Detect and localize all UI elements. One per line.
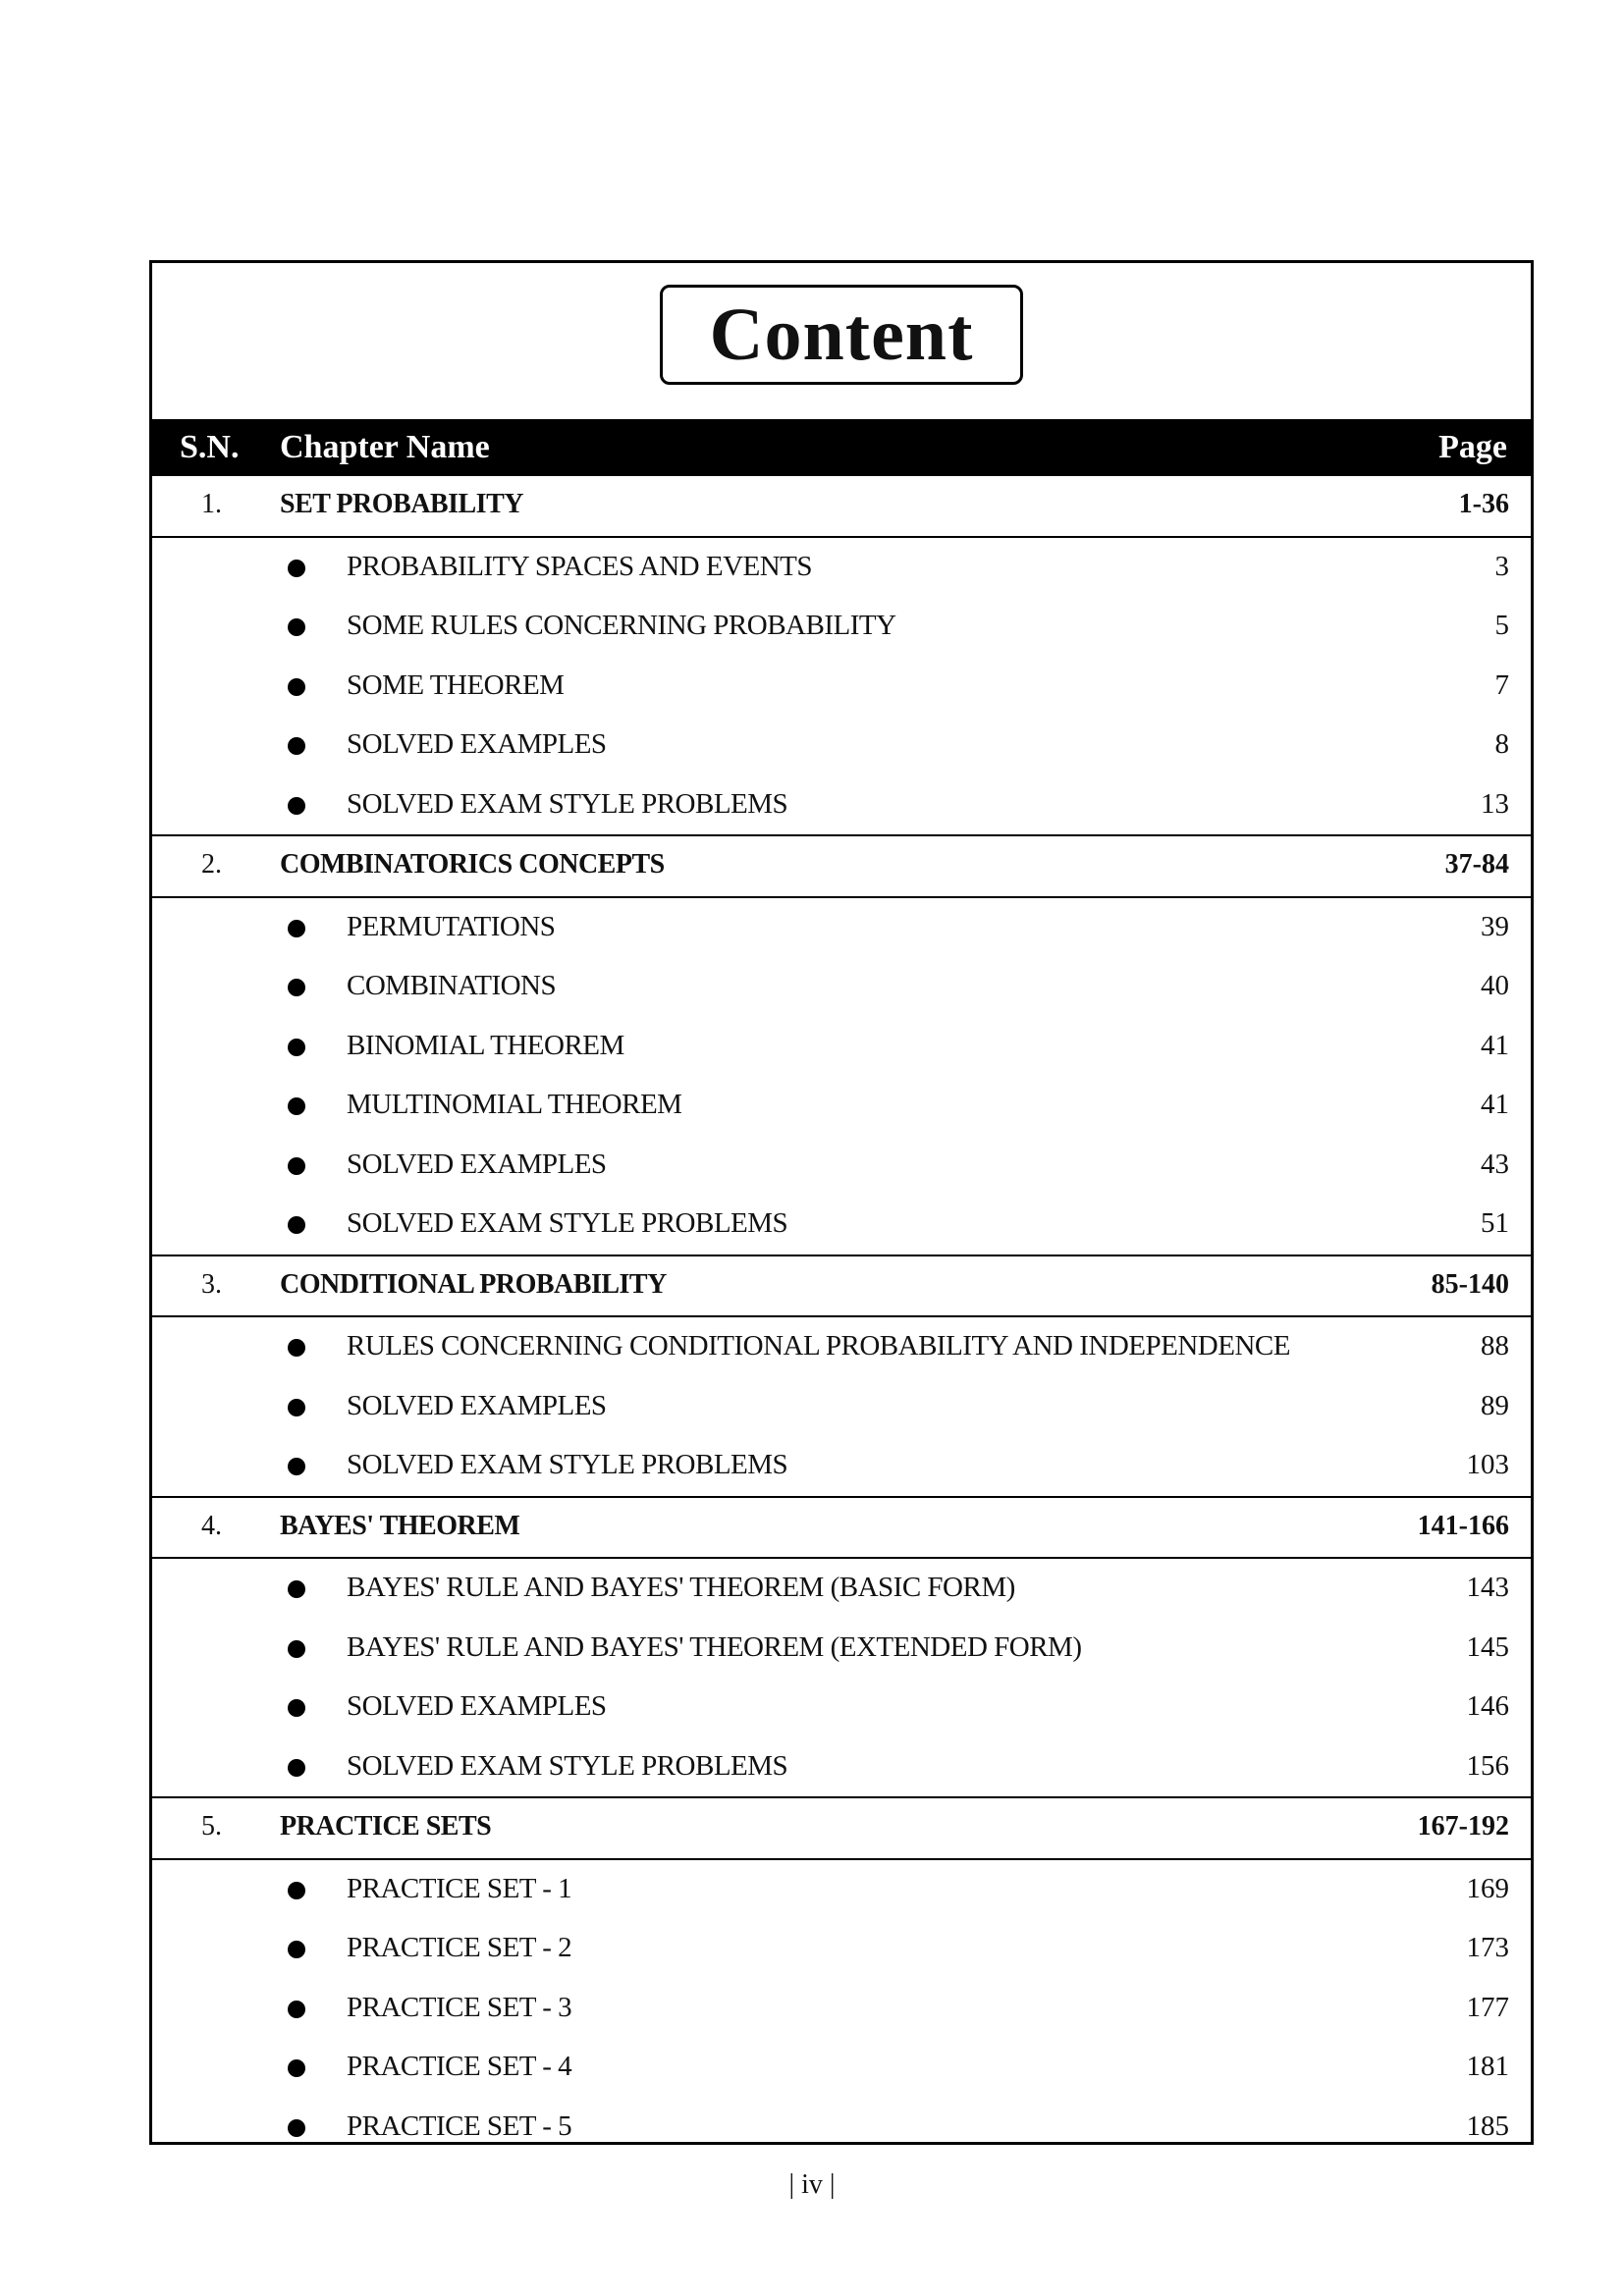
- topic-page: 181: [1466, 2051, 1509, 2082]
- topic-name: SOLVED EXAMPLES: [347, 1389, 607, 1421]
- chapter-pages: 141-166: [1417, 1510, 1509, 1541]
- topic-name: SOLVED EXAM STYLE PROBLEMS: [347, 1207, 788, 1239]
- topic-name: PRACTICE SET - 3: [347, 1991, 572, 2023]
- topic-name: SOLVED EXAM STYLE PROBLEMS: [347, 1749, 788, 1782]
- topic-page: 40: [1481, 970, 1509, 1001]
- topic-page: 39: [1481, 910, 1509, 942]
- topic-name: BAYES' RULE AND BAYES' THEOREM (BASIC FORM): [347, 1572, 1015, 1603]
- topic-page: 143: [1466, 1572, 1509, 1603]
- bullet-icon: [288, 737, 305, 755]
- bullet-icon: [288, 1216, 305, 1234]
- chapter-row[interactable]: [152, 834, 1531, 898]
- bullet-icon: [288, 1640, 305, 1658]
- table-body: [152, 476, 1531, 2157]
- topic-row[interactable]: [152, 1737, 1531, 1797]
- chapter-name: PRACTICE SETS: [280, 1811, 492, 1842]
- chapter-name: COMBINATORICS CONCEPTS: [280, 849, 665, 880]
- topic-row[interactable]: [152, 716, 1531, 775]
- bullet-icon: [288, 1458, 305, 1475]
- bullet-icon: [288, 618, 305, 636]
- topic-name: PROBABILITY SPACES AND EVENTS: [347, 550, 813, 582]
- topic-page: 13: [1481, 787, 1509, 820]
- bullet-icon: [288, 1699, 305, 1717]
- topic-name: SOME THEOREM: [347, 668, 565, 701]
- topic-row[interactable]: [152, 1377, 1531, 1437]
- topic-page: 177: [1466, 1991, 1509, 2023]
- topic-name: RULES CONCERNING CONDITIONAL PROBABILITY AND INDEPENDENCE: [347, 1330, 1290, 1362]
- bullet-icon: [288, 2059, 305, 2077]
- topic-row[interactable]: [152, 657, 1531, 717]
- chapter-name: BAYES' THEOREM: [280, 1510, 520, 1541]
- topic-row[interactable]: [152, 2038, 1531, 2098]
- chapter-name: CONDITIONAL PROBABILITY: [280, 1268, 667, 1300]
- topic-row[interactable]: [152, 1678, 1531, 1737]
- bullet-icon: [288, 2001, 305, 2018]
- bullet-icon: [288, 1097, 305, 1115]
- page-number: | iv |: [788, 2169, 836, 2200]
- topic-name: PRACTICE SET - 4: [347, 2051, 572, 2082]
- title-wrap: [152, 285, 1531, 385]
- topic-name: SOLVED EXAM STYLE PROBLEMS: [347, 1449, 788, 1480]
- topic-row[interactable]: [152, 1979, 1531, 2039]
- bullet-icon: [288, 920, 305, 937]
- topic-page: 43: [1481, 1148, 1509, 1180]
- topic-page: 88: [1481, 1330, 1509, 1362]
- bullet-icon: [288, 1339, 305, 1357]
- topic-name: SOLVED EXAM STYLE PROBLEMS: [347, 787, 788, 820]
- header-page: Page: [1438, 429, 1507, 465]
- bullet-icon: [288, 979, 305, 996]
- topic-name: BAYES' RULE AND BAYES' THEOREM (EXTENDED FORM): [347, 1630, 1082, 1663]
- chapter-name: SET PROBABILITY: [280, 489, 523, 519]
- chapter-number: 1.: [201, 489, 222, 519]
- bullet-icon: [288, 1039, 305, 1056]
- chapter-number: 3.: [201, 1268, 222, 1300]
- topic-name: COMBINATIONS: [347, 970, 557, 1001]
- topic-page: 156: [1466, 1749, 1509, 1782]
- bullet-icon: [288, 1157, 305, 1175]
- bullet-icon: [288, 2119, 305, 2137]
- topic-row[interactable]: [152, 957, 1531, 1017]
- topic-row[interactable]: [152, 1017, 1531, 1077]
- topic-name: BINOMIAL THEOREM: [347, 1029, 624, 1061]
- topic-name: PRACTICE SET - 2: [347, 1932, 572, 1963]
- topic-row[interactable]: [152, 1559, 1531, 1619]
- topic-name: SOME RULES CONCERNING PROBABILITY: [347, 610, 896, 641]
- header-sn: S.N.: [180, 429, 240, 465]
- topic-row[interactable]: [152, 2098, 1531, 2158]
- topic-row[interactable]: [152, 1076, 1531, 1136]
- topic-row[interactable]: [152, 597, 1531, 657]
- topic-row[interactable]: [152, 898, 1531, 958]
- chapter-row[interactable]: [152, 1796, 1531, 1860]
- topic-page: 146: [1466, 1690, 1509, 1722]
- chapter-pages: 37-84: [1444, 849, 1509, 880]
- topic-page: 7: [1494, 668, 1509, 701]
- topic-page: 3: [1494, 550, 1509, 582]
- topic-page: 169: [1466, 1872, 1509, 1904]
- bullet-icon: [288, 560, 305, 577]
- topic-name: PRACTICE SET - 5: [347, 2109, 572, 2142]
- bullet-icon: [288, 797, 305, 815]
- chapter-pages: 1-36: [1458, 489, 1509, 519]
- topic-name: SOLVED EXAMPLES: [347, 1690, 607, 1722]
- topic-row[interactable]: [152, 1317, 1531, 1377]
- bullet-icon: [288, 1580, 305, 1598]
- topic-page: 41: [1481, 1029, 1509, 1061]
- topic-page: 185: [1466, 2109, 1509, 2142]
- topic-row[interactable]: [152, 775, 1531, 835]
- topic-name: SOLVED EXAMPLES: [347, 1148, 607, 1180]
- chapter-row[interactable]: [152, 1496, 1531, 1560]
- topic-page: 103: [1466, 1449, 1509, 1480]
- topic-page: 173: [1466, 1932, 1509, 1963]
- topic-page: 51: [1481, 1207, 1509, 1239]
- topic-row[interactable]: [152, 1436, 1531, 1496]
- chapter-row[interactable]: [152, 476, 1531, 538]
- topic-page: 145: [1466, 1630, 1509, 1663]
- chapter-row[interactable]: [152, 1255, 1531, 1318]
- topic-page: 8: [1494, 728, 1509, 760]
- topic-row[interactable]: [152, 1860, 1531, 1920]
- topic-page: 5: [1494, 610, 1509, 641]
- topic-row[interactable]: [152, 1195, 1531, 1255]
- content-table-frame: [149, 260, 1534, 2145]
- bullet-icon: [288, 1941, 305, 1958]
- bullet-icon: [288, 678, 305, 696]
- topic-row[interactable]: [152, 1136, 1531, 1196]
- bullet-icon: [288, 1882, 305, 1899]
- topic-name: PERMUTATIONS: [347, 910, 556, 942]
- bullet-icon: [288, 1759, 305, 1777]
- chapter-number: 4.: [201, 1510, 222, 1541]
- topic-name: MULTINOMIAL THEOREM: [347, 1089, 682, 1120]
- page-title: Content: [660, 285, 1024, 385]
- topic-page: 89: [1481, 1389, 1509, 1421]
- topic-name: SOLVED EXAMPLES: [347, 728, 607, 760]
- chapter-number: 5.: [201, 1811, 222, 1842]
- topic-page: 41: [1481, 1089, 1509, 1120]
- bullet-icon: [288, 1399, 305, 1416]
- topic-row[interactable]: [152, 1619, 1531, 1679]
- chapter-pages: 167-192: [1417, 1811, 1509, 1842]
- chapter-number: 2.: [201, 849, 222, 880]
- header-chapter-name: Chapter Name: [280, 429, 490, 465]
- table-header: [152, 419, 1531, 476]
- chapter-pages: 85-140: [1431, 1268, 1509, 1300]
- topic-row[interactable]: [152, 538, 1531, 598]
- topic-name: PRACTICE SET - 1: [347, 1872, 572, 1904]
- topic-row[interactable]: [152, 1919, 1531, 1979]
